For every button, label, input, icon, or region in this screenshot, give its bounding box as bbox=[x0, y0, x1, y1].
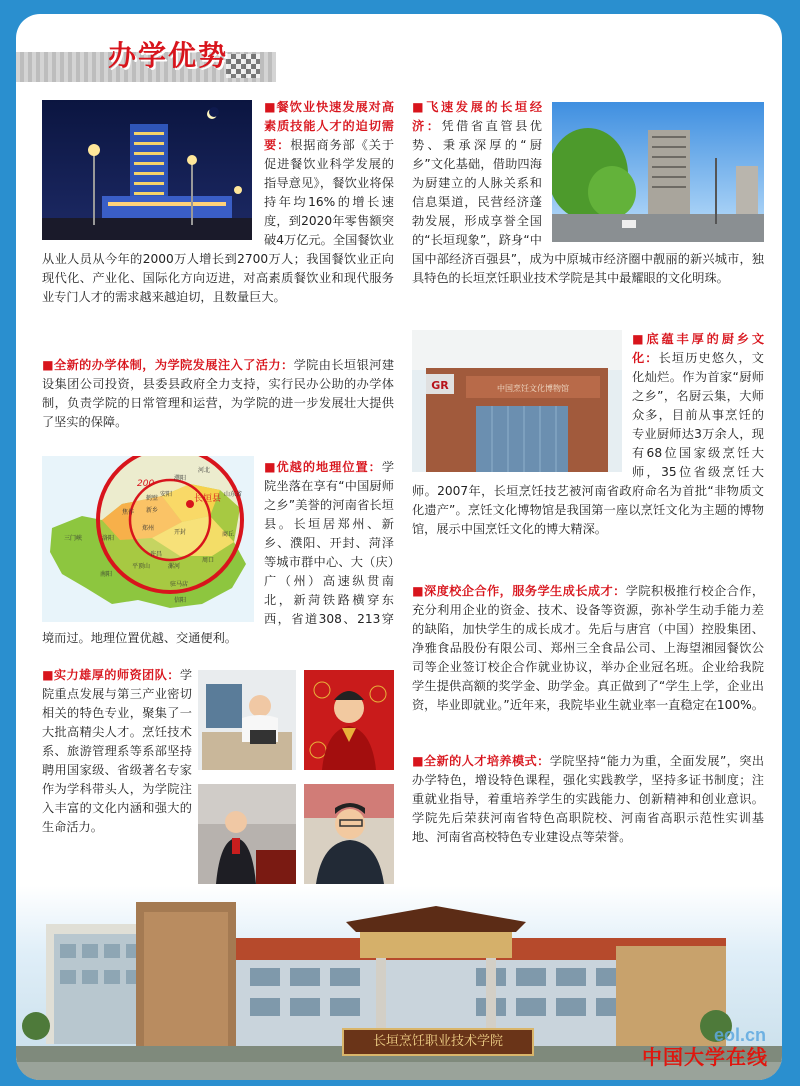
map-city-label: 洛阳 bbox=[102, 535, 115, 542]
float-spacer bbox=[42, 458, 264, 628]
map-city-label: 鹤壁 bbox=[146, 495, 159, 502]
section-heading: ■ 优越的地理位置： bbox=[264, 460, 382, 474]
map-city-label: 三门峡 bbox=[64, 535, 83, 542]
section-heading: ■ 飞速发展的长垣经济： bbox=[412, 100, 542, 133]
map-city-label: 南阳 bbox=[100, 571, 113, 578]
museum-sign-text: 中国烹饪文化博物馆 bbox=[497, 384, 569, 393]
campus-gate-photo bbox=[16, 886, 782, 1080]
section-culture bbox=[412, 330, 764, 539]
map-city-label: 许昌 bbox=[150, 551, 163, 558]
section-body: 学院坚持“能力为重，全面发展”，突出办学特色，增设特色课程，强化实践教学，坚持多证书制度；注重就业指导，着重培养学生的实践能力、创新精神和创业意识。学院先后荣获河南省特色高职院校、河南省高职示范性实训基地、河南省高校特色专业建设点等荣誉。 bbox=[412, 754, 765, 844]
section-training bbox=[412, 752, 764, 847]
float-spacer bbox=[42, 98, 264, 238]
faculty-photo-office bbox=[198, 670, 296, 770]
map-city-label: 平顶山 bbox=[132, 563, 151, 570]
map-city-label: 驻马店 bbox=[170, 581, 189, 588]
map-city-label: 周口 bbox=[202, 557, 215, 564]
section-cooperation bbox=[412, 582, 764, 715]
map-city-label: 郑州 bbox=[142, 525, 155, 532]
section-body: 凭借省直管县优势、秉承深厚的“厨乡”文化基础，借助四海为厨建立的人脉关系和信息渠道，民营经济蓬勃发展，形成享誉全国的“长垣现象”，跻身“中国中部经济百强县”，成为中原城市经济圈中靓丽的新兴城市，独具特色的长垣烹饪职业技术学院是其中最耀眼的文化明珠。 bbox=[412, 119, 764, 285]
faculty-photo-portrait bbox=[304, 784, 394, 884]
map-city-label: 山东省 bbox=[224, 491, 243, 498]
faculty-photo-speaker bbox=[198, 784, 296, 884]
map-city-label: 开封 bbox=[174, 529, 187, 536]
gate-sign: 长垣烹饪职业技术学院 bbox=[342, 1028, 534, 1056]
section-faculty bbox=[42, 666, 192, 837]
map-county-label: 长垣县 bbox=[194, 494, 222, 504]
map-city-label: 濮阳 bbox=[174, 475, 187, 482]
section-heading: ■ 底蕴丰厚的厨乡文化： bbox=[632, 332, 764, 365]
section-heading: ■ 深度校企合作，服务学生成长成才： bbox=[412, 584, 626, 598]
section-system bbox=[42, 356, 394, 432]
section-body: 学院积极推行校企合作，充分利用企业的资金、技术、设备等资源，弥补学生动手能力差的缺陷，加快学生的成长成才。先后与唐宫（中国）控股集团、净雅食品股份有限公司、郑州三全食品公司、上海望湘园餐饮公司等企业签订校企合作就业协议，举办企业冠名班。企业给我院学生提供高额的奖学金、助学金。真正做到了“学生上学，企业出资，毕业即就业。”近年来，我院毕业生就业率一直稳定在100%。 bbox=[412, 584, 765, 712]
brand-logo-text: 中国大学在线 bbox=[642, 1045, 768, 1069]
museum-logo-text: GR bbox=[431, 379, 449, 392]
section-body: 学院坐落在享有“中国厨师之乡”美誉的河南省长垣县。长垣居郑州、新乡、濮阳、开封、菏泽等城市群中心、大（庆）广（州）高速纵贯南北，新菏铁路横穿东西，省道308、213穿境而过。地理位置优越、交通便利。 bbox=[42, 460, 395, 645]
page-title: 办学优势 bbox=[108, 39, 229, 72]
section-economy bbox=[412, 98, 764, 288]
map-city-label: 焦作 bbox=[122, 509, 135, 516]
section-heading: ■ 餐饮业快速发展对高素质技能人才的迫切需要： bbox=[264, 100, 394, 152]
map-city-label: 漯河 bbox=[168, 563, 181, 570]
float-spacer bbox=[542, 98, 764, 238]
section-restaurant bbox=[42, 98, 394, 307]
faculty-photo-chef bbox=[304, 670, 394, 770]
section-body: 学院由长垣银河建设集团公司投资，县委县政府全力支持，实行民办公助的办学体制，负责学院的日常管理和运营，为学院的进一步发展壮大提供了坚实的保障。 bbox=[42, 358, 395, 429]
map-ring-label: 200 bbox=[137, 479, 155, 489]
watermark-text: eol.cn bbox=[713, 1025, 766, 1045]
section-body: 根据商务部《关于促进餐饮业科学发展的指导意见》，餐饮业将保持年均16%的增长速度，到2020年零售额突破4万亿元。全国餐饮业从业人员从今年的2000万人增长到2700万人；我国餐饮业正向现代化、产业化、国际化方向迈进，对高素质餐饮业和现代服务业专门人才的需求越来越迫切，且数量巨大。 bbox=[42, 138, 395, 304]
brochure-page bbox=[16, 14, 782, 1080]
section-heading: ■ 全新的人才培养模式： bbox=[412, 754, 550, 768]
map-city-label: 商丘 bbox=[222, 531, 235, 538]
float-spacer bbox=[412, 330, 632, 480]
map-city-label: 河北 bbox=[198, 467, 211, 474]
header-checker-decoration bbox=[226, 54, 260, 78]
section-heading: ■ 全新的办学体制，为学院发展注入了活力： bbox=[42, 358, 294, 372]
map-city-label: 信阳 bbox=[174, 597, 187, 604]
map-city-label: 安阳 bbox=[160, 491, 173, 498]
section-body: 学院重点发展与第三产业密切相关的特色专业，聚集了一大批高精尖人才。烹饪技术系、旅游管理系等系部坚持聘用国家级、省级著名专家作为学科带头人，为学院注入丰富的文化内涵和强大的生命活力。 bbox=[42, 668, 193, 834]
section-heading: ■ 实力雄厚的师资团队： bbox=[42, 668, 180, 682]
section-body: 长垣历史悠久，文化灿烂。作为首家“厨师之乡”，名厨云集，大师众多，目前从事烹饪的专业厨师达3万余人，现有68位国家级烹饪大师，35位省级烹饪大师。2007年，长垣烹饪技艺被河南省政府命名为首批“非物质文化遗产”。烹饪文化博物馆是我国第一座以烹饪文化为主题的博物馆，展示中国烹饪文化的博大精深。 bbox=[412, 351, 764, 536]
map-city-label: 新乡 bbox=[146, 507, 159, 514]
section-location bbox=[42, 458, 394, 648]
